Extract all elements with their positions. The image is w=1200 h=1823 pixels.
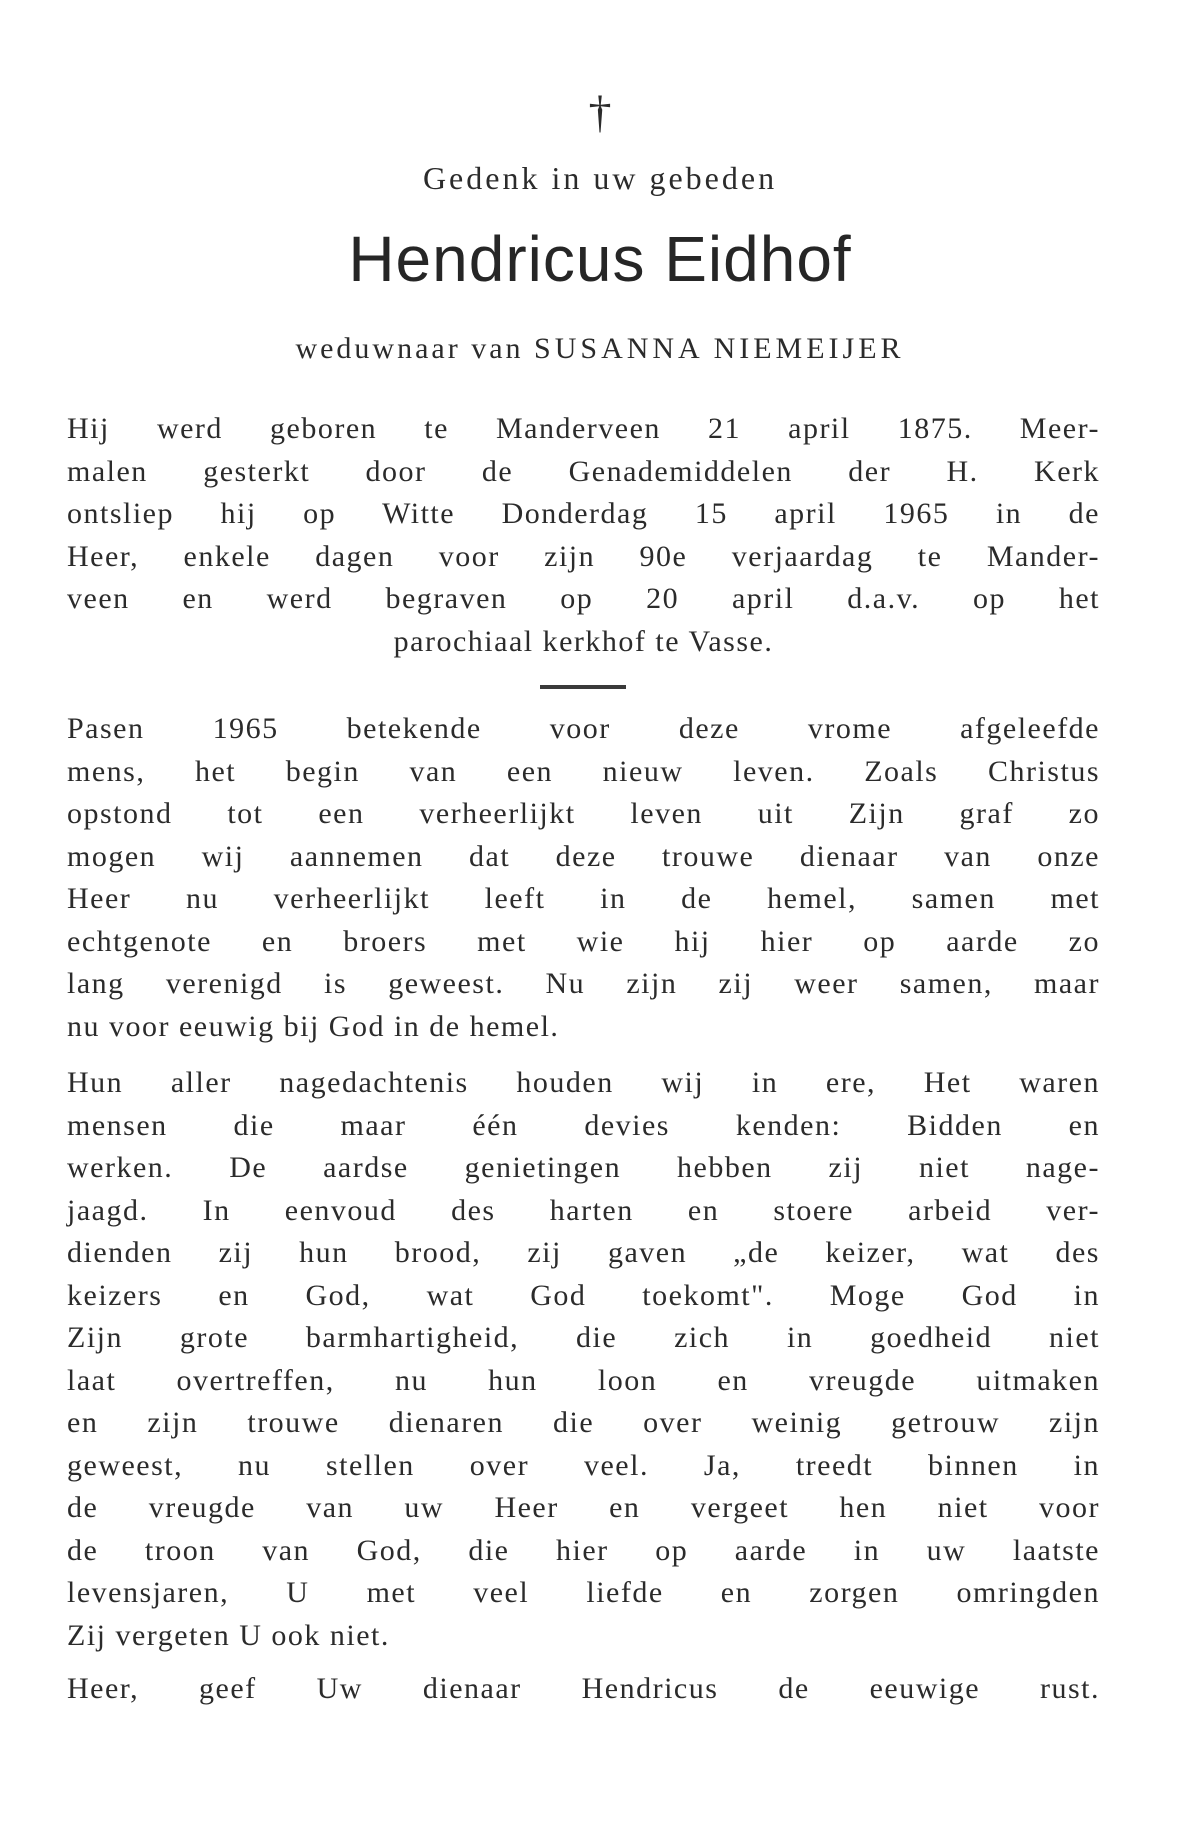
- paragraph-line: levensjaren, U met veel liefde en zorgen omringden: [67, 1576, 1100, 1609]
- paragraph-line: lang verenigd is geweest. Nu zijn zij weer samen, maar: [67, 967, 1100, 1000]
- bio-line: ontsliep hij op Witte Donderdag 15 april 1965 in de: [67, 497, 1100, 530]
- paragraph-line: jaagd. In eenvoud des harten en stoere arbeid ver-: [67, 1193, 1100, 1227]
- paragraph-line: de troon van God, die hier op aarde in uw laatste: [67, 1533, 1100, 1567]
- remembrance-header: Gedenk in uw gebeden: [422, 160, 778, 196]
- biography: [67, 408, 1100, 663]
- paragraph-line: echtgenote en broers met wie hij hier op aarde zo: [67, 924, 1100, 958]
- widower-line: [0, 332, 1200, 366]
- bio-line: malen gesterkt door de Genademiddelen der H. Kerk: [67, 454, 1100, 488]
- paragraph-line: dienden zij hun brood, zij gaven „de keizer, wat des: [67, 1236, 1100, 1269]
- paragraph-line: mensen die maar één devies kenden: Bidden en: [67, 1108, 1100, 1142]
- paragraph-line: nu voor eeuwig bij God in de hemel.: [67, 1009, 560, 1043]
- paragraph-line: Hun aller nagedachtenis houden wij in ere, Het waren: [67, 1066, 1100, 1099]
- easter-paragraph: [67, 708, 1100, 1048]
- bio-line: parochiaal kerkhof te Vasse.: [393, 624, 774, 658]
- paragraph-line: werken. De aardse genietingen hebben zij niet nage-: [67, 1151, 1100, 1184]
- paragraph-line: Zij vergeten U ook niet.: [67, 1618, 390, 1652]
- spouse-name: SUSANNA NIEMEIJER: [534, 332, 905, 365]
- paragraph-line: en zijn trouwe dienaren die over weinig getrouw zijn: [67, 1406, 1100, 1439]
- paragraph-line: Heer nu verheerlijkt leeft in de hemel, samen met: [67, 882, 1100, 915]
- paragraph-line: Zijn grote barmhartigheid, die zich in goedheid niet: [67, 1321, 1100, 1354]
- paragraph-line: mogen wij aannemen dat deze trouwe dienaar van onze: [67, 839, 1100, 873]
- paragraph-line: opstond tot een verheerlijkt leven uit Zijn graf zo: [67, 797, 1100, 830]
- paragraph-line: geweest, nu stellen over veel. Ja, treedt binnen in: [67, 1448, 1100, 1482]
- bio-line: Heer, enkele dagen voor zijn 90e verjaardag te Mander-: [67, 539, 1100, 573]
- paragraph-line: laat overtreffen, nu hun loon en vreugde uitmaken: [67, 1363, 1100, 1397]
- closing-prayer: [67, 1668, 1100, 1711]
- paragraph-line: Pasen 1965 betekende voor deze vrome afgeleefde: [67, 712, 1100, 745]
- deceased-name: Hendricus Eidhof: [348, 223, 852, 295]
- paragraph-line: mens, het begin van een nieuw leven. Zoals Christus: [67, 754, 1100, 788]
- widower-prefix: weduwnaar van: [295, 332, 524, 365]
- remembrance-paragraph: [67, 1062, 1100, 1657]
- paragraph-line: keizers en God, wat God toekomt". Moge God in: [67, 1278, 1100, 1312]
- section-divider: [540, 685, 626, 689]
- bio-line: veen en werd begraven op 20 april d.a.v. op het: [67, 582, 1100, 615]
- closing-line: Heer, geef Uw dienaar Hendricus de eeuwige rust.: [67, 1672, 1100, 1705]
- bio-line: Hij werd geboren te Manderveen 21 april 1875. Meer-: [67, 412, 1100, 445]
- cross-icon: †: [588, 86, 612, 137]
- paragraph-line: de vreugde van uw Heer en vergeet hen niet voor: [67, 1491, 1100, 1524]
